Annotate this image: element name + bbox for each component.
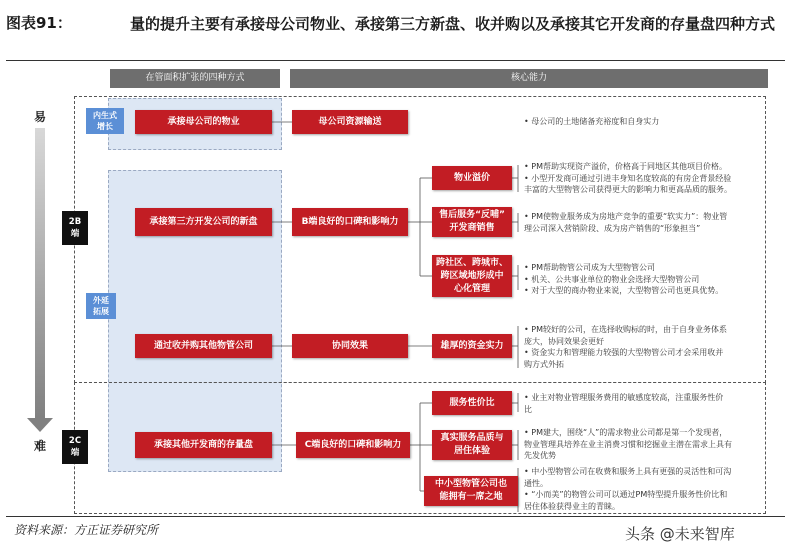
sub-capital-strength: 雄厚的资金实力 [432, 334, 512, 358]
tag-organic-growth: 内生式 增长 [86, 108, 124, 134]
sub-after-sales: 售后服务“反哺” 开发商销售 [432, 207, 512, 237]
note-cost-performance: • 业主对物业管理服务费用的敏感度较高，注重服务性价 比 [524, 393, 724, 414]
label-2b: 2B 端 [62, 211, 88, 245]
method-ma: 通过收并购其他物管公司 [135, 334, 272, 358]
easy-label: 易 [34, 110, 47, 124]
note-capital: • PM较好的公司，在选择收购标的时，由于自身业务体系 庞大，协同效果会更好 • 资金实力和管理能力较强的大型物管公司才会采用收并 购方式外拓 [524, 325, 727, 369]
header-core-ability: 核心能力 [290, 69, 768, 88]
figure-label: 图表91： [6, 14, 72, 32]
figure-title: 量的提升主要有承接母公司物业、承接第三方新盘、收并购以及承接其它开发商的存量盘四种方式 [130, 15, 776, 33]
label-2c: 2C 端 [62, 430, 88, 464]
ability-c-reputation: C端良好的口碑和影响力 [296, 432, 410, 458]
note-cross-region: • PM帮助物管公司成为大型物管公司 • 机关、公共事业单位的物业会选择大型物管公司 • 对于大型的商办物业来说，大型物管公司也更具优势。 [524, 263, 724, 295]
watermark: 头条 @未来智库 [625, 525, 735, 543]
hard-label: 难 [34, 439, 47, 453]
bottom-rule [6, 516, 785, 517]
method-stock-property: 承接其他开发商的存量盘 [135, 432, 272, 458]
sub-property-premium: 物业溢价 [432, 166, 512, 190]
note-service-quality: • PM建大，围绕“人”的需求物业公司都是第一个发现者， 物业管理具培养在业主消费习惯和挖掘业主潜在需求上具有 先发优势 [524, 428, 732, 460]
difficulty-arrow-shaft [35, 128, 45, 418]
ability-synergy: 协同效果 [292, 334, 408, 358]
ability-b-reputation: B端良好的口碑和影响力 [292, 208, 408, 236]
source-note: 资料来源：方正证券研究所 [14, 523, 159, 537]
method-parent-property: 承接母公司的物业 [135, 110, 272, 134]
note-after-sales: • PM使物业服务成为房地产竞争的重要“软实力”：物业管 理公司深入营销阶段、成为房产销售的“形象担当” [524, 212, 728, 233]
sub-cross-region: 跨社区、跨城市、 跨区域地形成中 心化管理 [432, 255, 512, 297]
note-small-firm: • 中小型物管公司在收费和服务上具有更强的灵活性和可沟 通性。 • “小而美”的物管公司可以通过PM特型提升服务性价比和 居住体验获得业主的青睐。 [524, 467, 732, 511]
ability-parent-resource: 母公司资源输送 [292, 110, 408, 134]
sub-service-quality: 真实服务品质与 居住体验 [432, 430, 512, 460]
header-expansion-methods: 在管面积扩张的四种方式 [110, 69, 280, 88]
sub-cost-performance: 服务性价比 [432, 391, 512, 415]
sub-small-firm: 中小型物管公司也 能拥有一席之地 [424, 476, 518, 506]
method-third-party-new: 承接第三方开发公司的新盘 [135, 208, 272, 236]
tag-external-expansion: 外延 拓展 [86, 293, 116, 319]
note-premium: • PM帮助实现资产溢价，价格高于同地区其他项目价格。 • 小型开发商可通过引进丰身知名度较高的有房企背景经验 丰富的大型物管公司获得更大的影响力和更高品质的服务。 [524, 162, 732, 194]
difficulty-arrow-head [27, 418, 53, 432]
note-parent: • 母公司的土地储备充裕度和自身实力 [524, 117, 660, 126]
